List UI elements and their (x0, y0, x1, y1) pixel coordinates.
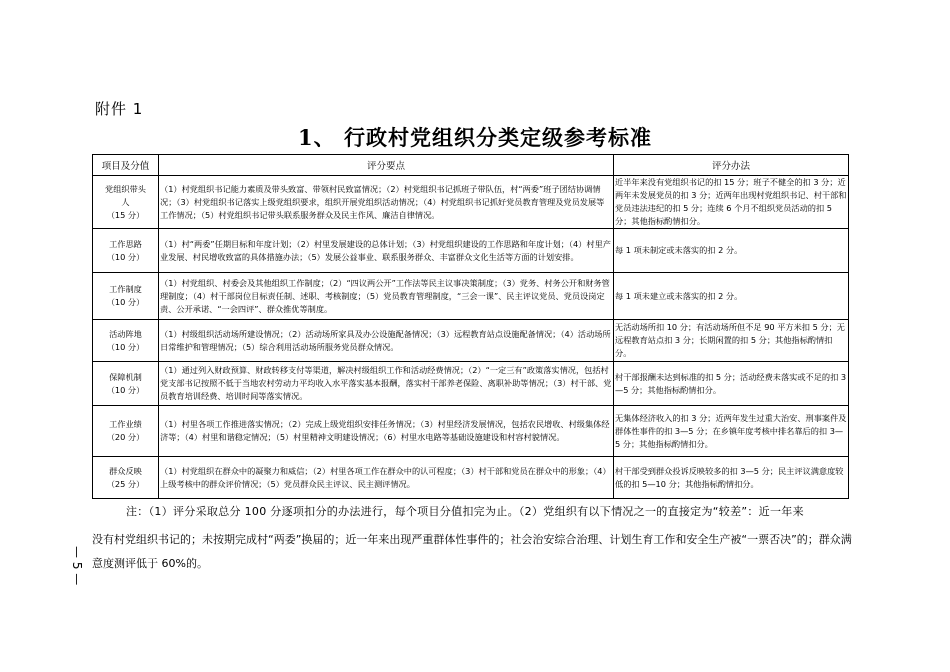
criteria-cell: （1）通过列入财政预算、财政转移支付等渠道，解决村级组织工作和活动经费情况；（2）“一定三有”政策落实情况，包括村党支部书记按照不低于当地农村劳动力平均收入水平落实基本报酬，落实村干部养老保险、离职补助等情况；（3）村干部、党员教育培训经费、培训时间等落实情况。 (159, 362, 614, 406)
item-cell (93, 406, 159, 457)
criteria-cell: （1）村“两委”任期目标和年度计划；（2）村里发展建设的总体计划；（3）村党组织建设的工作思路和年度计划；（4）村里产业发展、村民增收致富的具体措施办法；（5）发展公益事业、联系服务群众、丰富群众文化生活等方面的计划安排。 (159, 229, 614, 273)
attachment-label: 附件 1 (95, 100, 144, 118)
table-row (93, 273, 849, 320)
criteria-cell: （1）村党组织在群众中的凝聚力和威信；（2）村里各项工作在群众中的认可程度；（3）村干部和党员在群众中的形象；（4）上级考核中的群众评价情况；（5）党员群众民主评议、民主测评情况。 (159, 457, 614, 499)
criteria-cell: （1）村级组织活动场所建设情况；（2）活动场所家具及办公设施配备情况；（3）远程教育站点设施配备情况；（4）活动场所日常维护和管理情况；（5）综合利用活动场所服务党员群众情况。 (159, 320, 614, 362)
item-score: （10 分） (106, 341, 145, 352)
note-line-1: 注：（1）评分采取总分 100 分逐项扣分的办法进行，每个项目分值扣完为止。（2）党组织有以下情况之一的直接定为“较差”：近一年来 (126, 505, 804, 518)
item-name: 工作制度 (109, 284, 142, 294)
header-item: 项目及分值 (93, 155, 159, 176)
item-cell (93, 320, 159, 362)
item-cell (93, 176, 159, 229)
item-cell (93, 273, 159, 320)
method-cell: 近半年来没有党组织书记的扣 15 分；班子不健全的扣 3 分；近两年未发展党员的扣 3 分；近两年出现村党组织书记、村干部和党员违法违纪的扣 5 分；连续 6 个月不组织党员活动的扣 5 分；其他指标酌情扣分。 (614, 176, 849, 229)
page-title: 1、 行政村党组织分类定级参考标准 (298, 125, 652, 150)
item-score: （10 分） (106, 297, 145, 307)
item-name: 群众反映 (109, 465, 142, 476)
table-row (93, 176, 849, 229)
standards-table (92, 154, 849, 499)
item-score: （20 分） (106, 432, 145, 442)
page-number-text: — 5 — (70, 546, 84, 586)
method-cell: 每 1 项未制定或未落实的扣 2 分。 (614, 229, 849, 273)
criteria-cell: （1）村党组织书记能力素质及带头致富、带领村民致富情况；（2）村党组织书记抓班子带队伍，村“两委”班子团结协调情况；（3）村党组织书记落实上级党组织要求，组织开展党组织活动情况；（4）村党组织书记抓好党员教育管理及党员发展等工作情况；（5）村党组织书记带头联系服务群众及民主作风、廉洁自律情况。 (159, 176, 614, 229)
criteria-cell: （1）村党组织、村委会及其他组织工作制度；（2）“四议两公开”工作法等民主议事决策制度；（3）党务、村务公开和财务管理制度；（4）村干部岗位目标责任制、述职、考核制度；（5）党员教育管理制度，“三会一课”、民主评议党员、党员设岗定责、公开承诺、“一会四评”、群众推优等制度。 (159, 273, 614, 320)
method-cell: 村干部报酬未达到标准的扣 5 分；活动经费未落实或不足的扣 3—5 分；其他指标酌情扣分。 (614, 362, 849, 406)
item-score: （15 分） (106, 209, 145, 220)
item-cell (93, 457, 159, 499)
table-row (93, 457, 849, 499)
item-name: 活动阵地 (109, 328, 142, 339)
page-number (70, 546, 84, 585)
criteria-cell: （1）村里各项工作推进落实情况；（2）完成上级党组织安排任务情况；（3）村里经济发展情况，包括农民增收、村级集体经济等；（4）村里和谐稳定情况；（5）村里精神文明建设情况；（6）村里水电路等基础设施建设和村容村貌情况。 (159, 406, 614, 457)
item-cell (93, 229, 159, 273)
item-score: （25 分） (106, 478, 145, 489)
table-header-row (93, 155, 849, 176)
method-cell: 无活动场所扣 10 分；有活动场所但不足 90 平方米扣 5 分；无远程教育站点扣 3 分；长期闲置的扣 5 分；其他指标酌情扣分。 (614, 320, 849, 362)
item-name: 保障机制 (109, 371, 142, 382)
table-row (93, 229, 849, 273)
header-method: 评分办法 (614, 155, 849, 176)
item-cell (93, 362, 159, 406)
item-score: （10 分） (106, 384, 145, 395)
table-row (93, 362, 849, 406)
note-line-2: 没有村党组织书记的；未按期完成村“两委”换届的；近一年来出现严重群体性事件的；社会治安综合治理、计划生育工作和安全生产被“一票否决”的；群众满意度测评低于 60%的。 (92, 533, 852, 570)
table-row (93, 320, 849, 362)
header-criteria: 评分要点 (159, 155, 614, 176)
item-name: 工作思路 (109, 238, 142, 249)
method-cell: 无集体经济收入的扣 3 分；近两年发生过重大治安、刑事案件及群体性事件的扣 3—5 分；在乡镇年度考核中排名靠后的扣 3—5 分；其他指标酌情扣分。 (614, 406, 849, 457)
item-name: 党组织带头人 (105, 183, 146, 207)
item-name: 工作业绩 (109, 419, 142, 429)
item-score: （10 分） (106, 251, 145, 262)
table-row (93, 406, 849, 457)
method-cell: 每 1 项未建立或未落实的扣 2 分。 (614, 273, 849, 320)
method-cell: 村干部受到群众投诉反映较多的扣 3—5 分；民主评议满意度较低的扣 5—10 分；其他指标酌情扣分。 (614, 457, 849, 499)
